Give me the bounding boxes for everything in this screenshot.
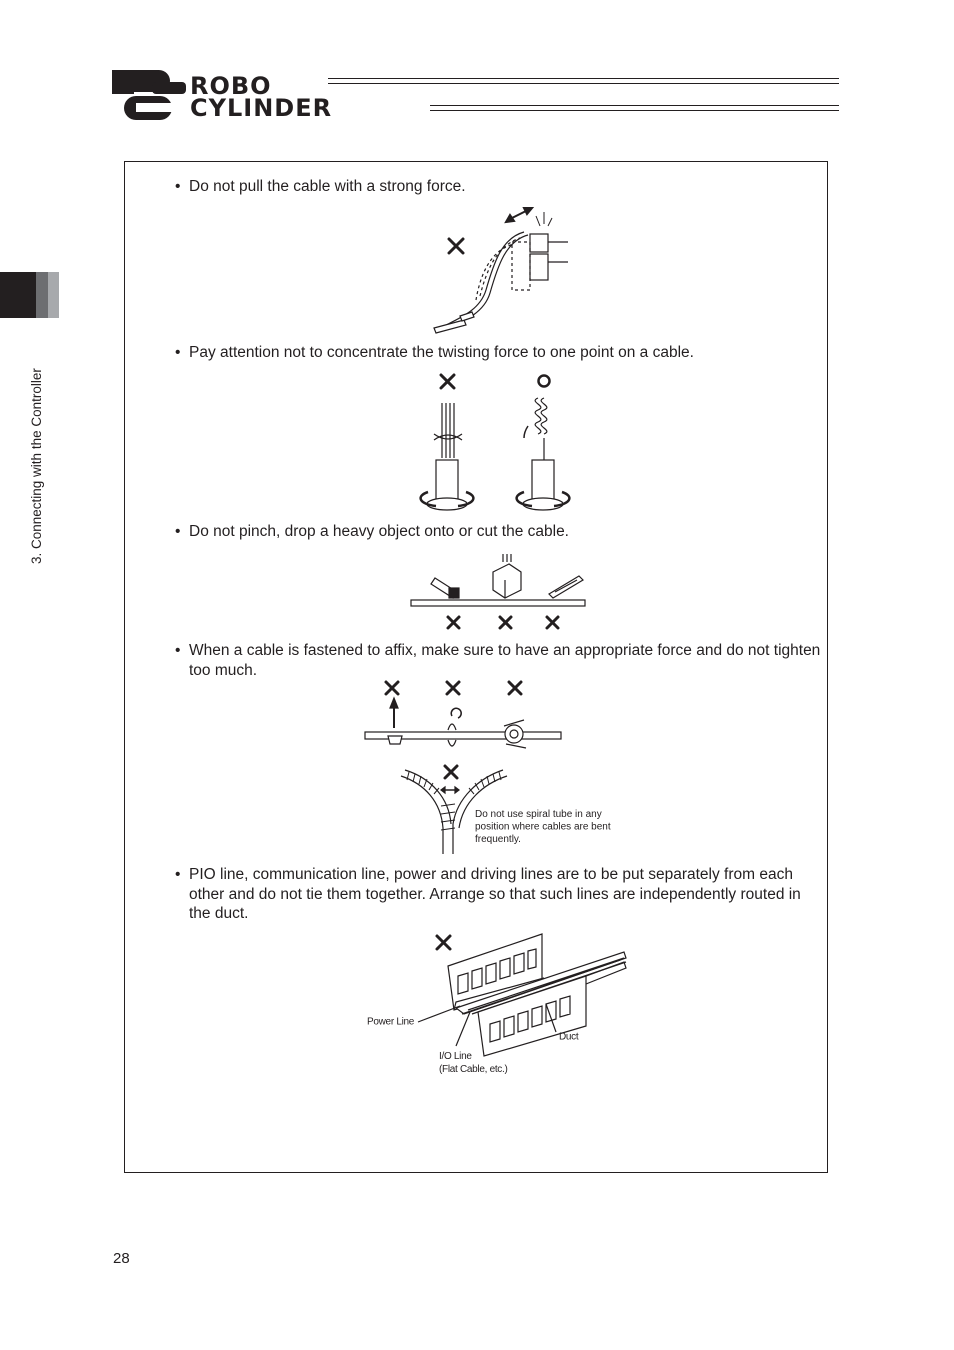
- bullet-text: PIO line, communication line, power and driving lines are to be put separately from each other and do not tie them together. Arrange so that such lines are independently routed in the duct.: [189, 866, 801, 922]
- spiral-note-line: frequently.: [475, 834, 521, 845]
- bullet-item: • When a cable is fastened to affix, make sure to have an appropriate force and do not tighten too much.: [175, 641, 823, 680]
- cross-mark-icon: [447, 682, 459, 694]
- twist-cable-figure: [420, 368, 580, 518]
- cross-mark-icon: [448, 617, 459, 628]
- spiral-note: [474, 806, 644, 848]
- page-number: 28: [113, 1250, 130, 1267]
- rc-logo-icon: [112, 70, 192, 120]
- cross-mark-icon: [441, 375, 454, 388]
- cross-mark-icon: [437, 936, 450, 949]
- cross-mark-icon: [509, 682, 521, 694]
- bullet-text: When a cable is fastened to affix, make sure to have an appropriate force and do not tighten too much.: [189, 642, 821, 679]
- bullet-item: • Pay attention not to concentrate the twisting force to one point on a cable.: [175, 343, 825, 363]
- chapter-title: 3. Connecting with the Controller: [29, 368, 44, 564]
- power-line-label: Power Line: [367, 1016, 415, 1028]
- pinch-drop-cut-figure: [405, 550, 595, 635]
- brand-word-robo: ROBO: [190, 72, 272, 100]
- bullet-text: Pay attention not to concentrate the twisting force to one point on a cable.: [189, 344, 694, 361]
- bullet-item: • Do not pull the cable with a strong force.: [175, 177, 825, 197]
- header-rule: [328, 78, 839, 79]
- cross-mark-icon: [547, 617, 558, 628]
- circle-ok-icon: [539, 376, 550, 387]
- cross-mark-icon: [445, 766, 457, 778]
- header-rule: [430, 105, 839, 106]
- io-line-label: I/O Line: [439, 1051, 472, 1062]
- duct-label: Duct: [559, 1031, 579, 1043]
- bullet-item: • Do not pinch, drop a heavy object onto or cut the cable.: [175, 522, 825, 542]
- duct-figure: [360, 928, 640, 1078]
- bullet-text: Do not pinch, drop a heavy object onto or cut the cable.: [189, 523, 569, 540]
- bullet-item: • PIO line, communication line, power and driving lines are to be put separately from each other and do not tie them together. Arrange so that such lines are independently routed in the duct.: [175, 865, 823, 924]
- cross-mark-icon: [500, 617, 511, 628]
- brand-word-cylinder: CYLINDER: [190, 94, 333, 122]
- header-rule: [430, 110, 839, 111]
- cross-mark-icon: [386, 682, 398, 694]
- header-rule: [328, 83, 839, 84]
- pull-cable-figure: [420, 200, 580, 340]
- cross-mark-icon: [449, 239, 463, 253]
- fastening-figure: [360, 678, 570, 753]
- io-line-sublabel: (Flat Cable, etc.): [439, 1064, 508, 1075]
- bullet-text: Do not pull the cable with a strong force.: [189, 178, 466, 195]
- spiral-note-line: Do not use spiral tube in any: [475, 809, 602, 820]
- chapter-tab: [0, 272, 59, 318]
- spiral-note-line: position where cables are bent: [475, 821, 611, 833]
